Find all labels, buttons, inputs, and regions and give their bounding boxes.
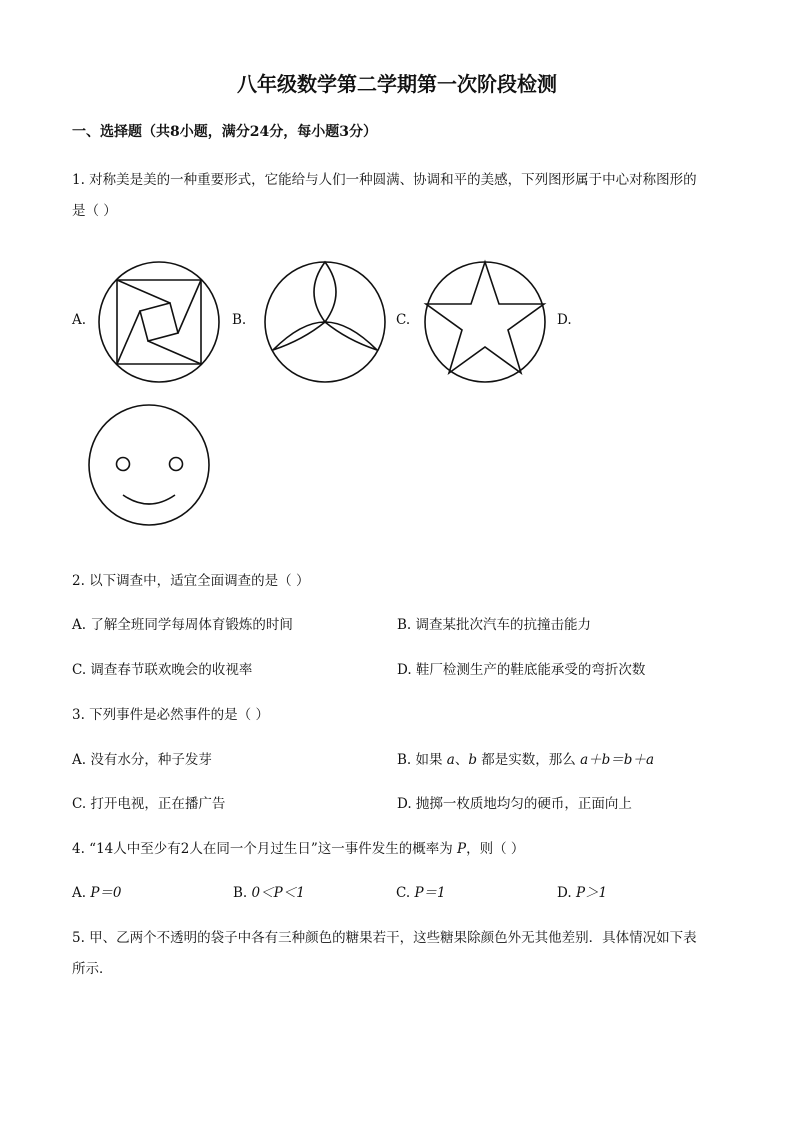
q3-b-separator: 、 [454, 752, 469, 768]
question-3-stem: 3. 下列事件是必然事件的是（ ） [72, 707, 269, 723]
q4-a-expression: P＝0 [90, 885, 122, 901]
q1-option-a-label: A. [72, 312, 87, 328]
q2-option-a: A. 了解全班同学每周体育锻炼的时间 [72, 617, 293, 633]
q4-d-expression: P＞1 [575, 885, 608, 901]
q2-option-b: B. 调查某批次汽车的抗撞击能力 [397, 617, 592, 633]
q3-b-var-b: b [468, 752, 478, 768]
q3-option-d: D. 抛掷一枚质地均匀的硬币，正面向上 [397, 796, 632, 812]
question-5-line-1: 5. 甲、乙两个不透明的袋子中各有三种颜色的糖果若干，这些糖果除颜色外无其他差别．具体情况如下表 [72, 930, 697, 946]
q3-b-prefix: B. 如果 [397, 752, 447, 768]
q2-option-c: C. 调查春节联欢晚会的收视率 [72, 662, 253, 678]
q2-option-d: D. 鞋厂检测生产的鞋底能承受的弯折次数 [397, 662, 646, 678]
question-4-stem [72, 837, 524, 857]
figure-d-smiley-face-icon [87, 403, 211, 527]
q1-option-b-label: B. [232, 312, 247, 328]
question-5-line-2: 所示． [72, 961, 113, 977]
q4-option-b [233, 881, 305, 901]
figure-c-five-star-icon [423, 260, 547, 384]
section-heading: 一、选择题（共8小题，满分24分，每小题3分） [72, 124, 377, 140]
q1-option-c-label: C. [396, 312, 411, 328]
q3-option-b [397, 748, 654, 768]
question-1-line-2: 是（ ） [72, 203, 117, 219]
q4-c-label: C. [396, 885, 415, 901]
q4-d-label: D. [557, 885, 576, 901]
figure-a-square-pinwheel-icon [97, 260, 221, 384]
q4-b-label: B. [233, 885, 252, 901]
q3-b-var-a: a [446, 752, 455, 768]
question-2-stem: 2. 以下调查中，适宜全面调查的是（ ） [72, 573, 310, 589]
q3-b-middle: 都是实数，那么 [477, 752, 581, 768]
q4-option-c [396, 881, 446, 901]
q4-a-label: A. [72, 885, 91, 901]
page-title: 八年级数学第二学期第一次阶段检测 [237, 72, 557, 96]
q4-stem-prefix: 4. “14人中至少有2人在同一个月过生日”这一事件发生的概率为 [72, 841, 458, 857]
q4-option-d [557, 881, 607, 901]
q3-option-c: C. 打开电视，正在播广告 [72, 796, 226, 812]
q4-b-expression: 0＜P＜1 [251, 885, 305, 901]
q4-option-a [72, 881, 122, 901]
q4-stem-suffix: ，则（ ） [466, 841, 525, 857]
q3-option-a: A. 没有水分，种子发芽 [72, 752, 212, 768]
q3-b-equation: a＋b＝b＋a [580, 752, 654, 768]
q4-c-expression: P＝1 [414, 885, 446, 901]
q4-stem-variable: P [457, 841, 467, 857]
figure-b-three-petal-icon [263, 260, 387, 384]
question-1-line-1: 1. 对称美是美的一种重要形式，它能给与人们一种圆满、协调和平的美感，下列图形属于中心对称图形的 [72, 172, 697, 188]
q1-option-d-label: D. [557, 312, 572, 328]
